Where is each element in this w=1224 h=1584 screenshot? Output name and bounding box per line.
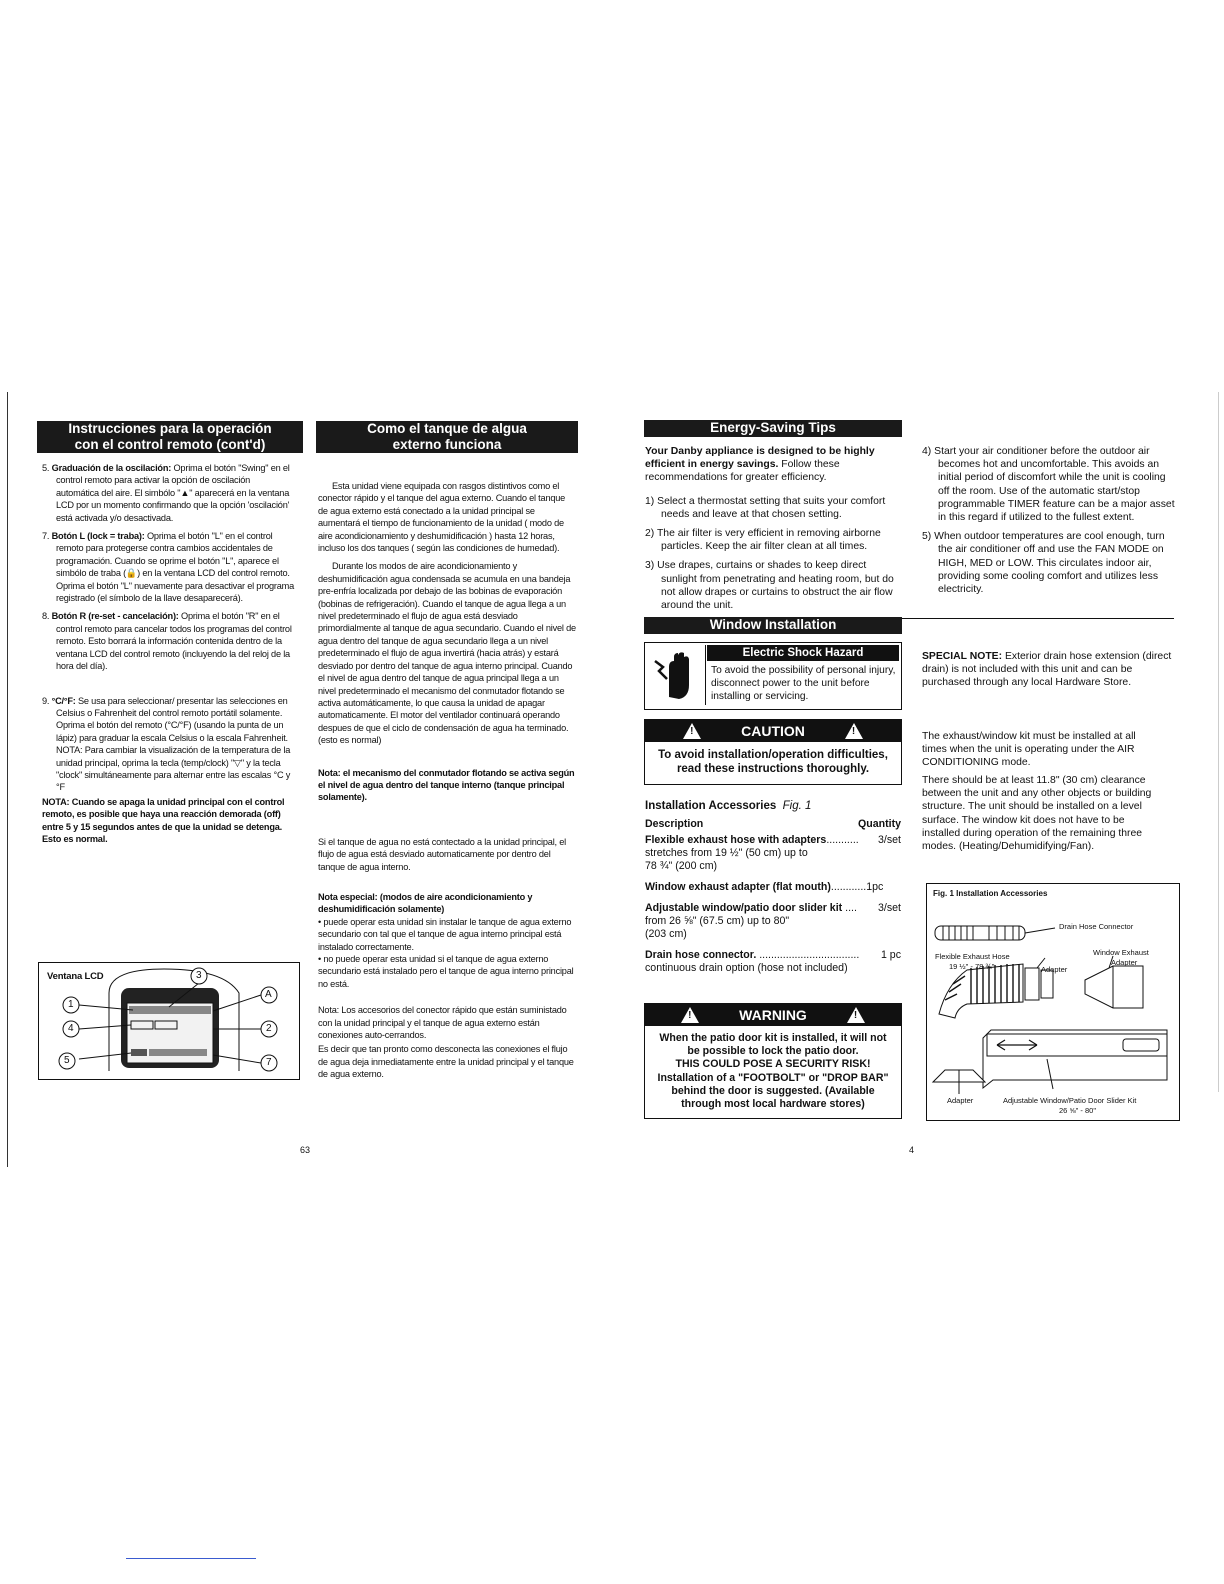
page-number-right: 4 bbox=[909, 1145, 915, 1155]
label-window-exhaust: Window Exhaust bbox=[1093, 948, 1149, 957]
lcd-callout-A: A bbox=[265, 989, 272, 1000]
caution-text: To avoid installation/operation difficulties, read these instructions thoroughly. bbox=[658, 749, 888, 775]
tank-column bbox=[318, 480, 576, 1087]
label-slider-length: 26 ⅝" - 80" bbox=[1059, 1106, 1097, 1115]
label-adapter-bottom: Adapter bbox=[947, 1096, 974, 1105]
clearance-note: There should be at least 11.8" (30 cm) clearance between the unit and any other objects or building structure. The unit should be installed on a level surface. The window kit does not have to be installed during operation of the remaining three modes. (Heating/Dehumidifying/Fan). bbox=[922, 775, 1152, 853]
instruction-item: 7. Botón L (lock = traba): Oprima el botón "L" en el control remoto para protegerse contra cambios accidentales de programación. Cuando se oprime el botón "L", aparece el simbólo de traba (🔒) en la ventana LCD del control remoto. Oprima el botón "L" nuevamente para desactivar el programa registrado (el símbolo de la llave desaparecerá). bbox=[42, 531, 295, 604]
bottom-rule bbox=[126, 1558, 256, 1559]
label-drain-hose: Drain Hose Connector bbox=[1059, 922, 1134, 931]
lcd-diagram bbox=[38, 962, 300, 1080]
nota-temp: NOTA: Para cambiar la visualización de la temperatura de la unidad principal, oprima la tecla (temp/clock) "▽" y la tecla "clock" simultáneamente para alternar entre las escalas °C y °F bbox=[56, 745, 291, 793]
warning-triangle-icon: ! bbox=[845, 723, 863, 739]
page-edge-line bbox=[7, 392, 8, 1167]
instruction-item: 8. Botón R (re-set - cancelación): Oprima el botón "R" en el control remoto para cancelar todos los programas del control remoto. Esto borrará la información contenida dentro de la ventana LCD del control remoto (incluyendo la del reloj de la hora del día). bbox=[42, 611, 292, 672]
accessories-section bbox=[645, 800, 901, 975]
kit-note: The exhaust/window kit must be installed at all times when the unit is operating under the AIR CONDITIONING mode. bbox=[922, 731, 1136, 769]
energy-tip: 5) When outdoor temperatures are cool enough, turn the air conditioner off and use the FAN MODE on HIGH, MED or LOW. This circulates indoor air, providing some cooling comfort and utilizes less electricity. bbox=[922, 531, 1165, 596]
special-note-item: • no puede operar esta unidad si el tanque de agua externo secundario está instalado pero el tanque de agua interno principal no está. bbox=[318, 954, 574, 989]
lcd-callout-7: 7 bbox=[266, 1057, 272, 1068]
label-flex-hose: Flexible Exhaust Hose bbox=[935, 952, 1010, 961]
warning-box bbox=[644, 1003, 902, 1119]
page-number-left: 63 bbox=[300, 1145, 311, 1155]
energy-tips-left bbox=[645, 445, 903, 618]
warning-text: When the patio door kit is installed, it will not be possible to lock the patio door. THIS COULD POSE A SECURITY RISK! Installation of a "FOOTBOLT" or "DROP BAR" behind the door is suggested. (Available through most local hardware stores) bbox=[657, 1032, 889, 1111]
energy-tip: 2) The air filter is very efficient in removing airborne particles. Keep the air filter clean at all times. bbox=[645, 528, 881, 553]
tank-note: Nota: el mecanismo del conmutador flotando se activa según el nivel de agua dentro del tanque interno (tanque principal solamente). bbox=[318, 767, 575, 803]
accessories-title: Installation Accessories Fig. 1 bbox=[645, 800, 812, 812]
tank-paragraph: Es decir que tan pronto como desconecta las conexiones el flujo de agua deja inmediatamente entre la unidad principal y el tanque de agua externo. bbox=[318, 1044, 574, 1080]
lcd-callout-3: 3 bbox=[196, 970, 202, 981]
energy-tip: 3) Use drapes, curtains or shades to keep direct sunlight from penetrating and heating room, but do not allow drapes or curtains to obstruct the air flow around the unit. bbox=[645, 560, 894, 612]
label-window-exhaust-adapter: Adapter bbox=[1111, 958, 1138, 967]
lcd-callout-1: 1 bbox=[68, 999, 74, 1010]
accessory-item: Flexible exhaust hose with adapters........... 3/set stretches from 19 ½" (50 cm) up to 78 ¾" (200 cm) bbox=[645, 834, 901, 872]
shock-hazard-text: To avoid the possibility of personal injury, disconnect power to the unit before installing or servicing. bbox=[711, 665, 896, 702]
figure-drawing bbox=[927, 884, 1181, 1122]
accessory-item: Drain hose connector. .................................. 1 pc continuous drain option (hose not included) bbox=[645, 949, 901, 974]
tank-paragraph: Durante los modos de aire acondicionamiento y deshumidificación agua condensada se acumula en una bandeja pre-enfría localizada por debajo de las bobinas de evaporación (bobinas de refrigeración). Cuando el tanque de agua llega a un nivel predeterminado el flujo de agua está desviado primordialmente al tanque de agua secundario. Cuando el nivel de agua dentro del tanque de agua secundario llega a un nivel predeterminado el flujo de agua invertirá (hacia atrás) y estará desviado por dentro del tanque de agua interno principal. Cuando el nivel de agua dentro del tanque de agua principal llega a un nivel predeterminado el mecanismo del conmutador flotando se activa automáticamente, lo que causa la unidad de apagar automaticamente. El motor del ventilador continuará operando despues de que el ciclo de condensación de agua ha terminado. (esto es normal) bbox=[318, 561, 576, 746]
lcd-callout-2: 2 bbox=[266, 1023, 272, 1034]
remote-instructions-column bbox=[42, 462, 294, 845]
lcd-label: Ventana LCD bbox=[47, 971, 104, 982]
caution-box bbox=[644, 719, 902, 785]
tank-paragraph: Si el tanque de agua no está contectado a la unidad principal, el flujo de agua está desviado automaticamente por dentro del tanque de agua interno. bbox=[318, 836, 567, 872]
energy-tips-right bbox=[922, 445, 1178, 602]
figure-installation-accessories bbox=[926, 883, 1180, 1121]
page-edge-line bbox=[1218, 392, 1219, 1092]
warning-header: ! WARNING ! bbox=[645, 1004, 901, 1026]
label-slider-kit: Adjustable Window/Patio Door Slider Kit bbox=[1003, 1096, 1137, 1105]
tank-paragraph: Esta unidad viene equipada con rasgos distintivos como el conector rápido y el tanque del agua externo. Cuando el tanque de agua externo está conectado a la unidad principal se aumentará el tiempo de funcionamiento de la unidad ( modo de aire acondicionamiento y deshumidificación ) hasta 12 horas, incluso los dos tanques ( según las condiciones de humedad). bbox=[318, 481, 566, 554]
energy-tip: 1) Select a thermostat setting that suits your comfort needs and leave at that chosen setting. bbox=[645, 495, 886, 520]
lcd-remote-drawing bbox=[39, 963, 301, 1081]
shock-hazard-heading: Electric Shock Hazard bbox=[707, 645, 899, 661]
energy-intro: Your Danby appliance is designed to be highly efficient in energy savings. Follow these recommendations for greater efficiency. bbox=[645, 446, 875, 484]
accessory-item: Window exhaust adapter (flat mouth)............1pc bbox=[645, 881, 884, 893]
lcd-callout-4: 4 bbox=[68, 1023, 74, 1034]
label-flex-hose-length: 19 ½" - 78 ¾" bbox=[949, 962, 995, 971]
figure-title: Fig. 1 Installation Accessories bbox=[933, 889, 1048, 898]
tank-paragraph: Nota: Los accesorios del conector rápido que están suministado con la unidad principal y el tanque de agua externo están conexiones auto-cerrandos. bbox=[318, 1005, 567, 1041]
shock-hazard-icon bbox=[647, 645, 706, 705]
lcd-callout-5: 5 bbox=[64, 1055, 70, 1066]
instruction-item: 9. °C/°F: Se usa para seleccionar/ presentar las selecciones en Celsius o Fahrenheit del control remoto portátil solamente. Oprima el botón del remoto (°C/°F) (usando la punta de un lápiz) para graduar la escala Celsius o la escala Fahrenheit. bbox=[42, 695, 288, 743]
special-note-item: • puede operar esta unidad sin instalar le tanque de agua externo secundario con tal que el tanque de agua interno principal está instalado correctamente. bbox=[318, 916, 572, 952]
accessory-item: Adjustable window/patio door slider kit .... 3/set from 26 ⅝" (67.5 cm) up to 80" (203 cm) bbox=[645, 902, 901, 940]
special-note-title: Nota especial: (modos de aire acondicionamiento y deshumidificación solamente) bbox=[318, 891, 533, 915]
instruction-item: 5. Graduación de la oscilación: Oprima el botón "Swing" en el control remoto para activar la opción de oscilación automática del aire. El simbólo "▲" aparecerá en la ventana LCD por un momento confirmando que la opción 'oscilación' está activada y/o desactivada. bbox=[42, 463, 290, 523]
caution-header: ! CAUTION ! bbox=[645, 720, 901, 742]
nota-delay: NOTA: Cuando se apaga la unidad principal con el control remoto, es posible que haya una reacción demorada (off) entre 5 y 15 segundos antes de que la unidad se detenga. Esto es normal. bbox=[42, 796, 285, 844]
warning-triangle-icon: ! bbox=[681, 1007, 699, 1023]
shock-hazard-box bbox=[644, 642, 902, 710]
energy-tip: 4) Start your air conditioner before the outdoor air becomes hot and uncomfortable. This avoids an initial period of discomfort while the unit is cooling off the room. Use of the automatic start/stop programmable TIMER feature can be a major asset in this regard if utilized to the fullest extent. bbox=[922, 446, 1175, 524]
special-note: SPECIAL NOTE: Exterior drain hose extension (direct drain) is not included with this unit and can be purchased through any local Hardware Store. bbox=[922, 651, 1172, 689]
accessories-header-row: Description Quantity bbox=[645, 818, 901, 830]
section-heading-window: Window Installation bbox=[644, 617, 902, 634]
section-heading-tanque: Como el tanque de algua externo funciona bbox=[316, 421, 578, 453]
label-adapter: Adapter bbox=[1041, 965, 1068, 974]
warning-triangle-icon: ! bbox=[847, 1007, 865, 1023]
section-heading-operacion: Instrucciones para la operación con el control remoto (cont'd) bbox=[37, 421, 303, 453]
section-heading-energy: Energy-Saving Tips bbox=[644, 420, 902, 437]
warning-triangle-icon: ! bbox=[683, 723, 701, 739]
